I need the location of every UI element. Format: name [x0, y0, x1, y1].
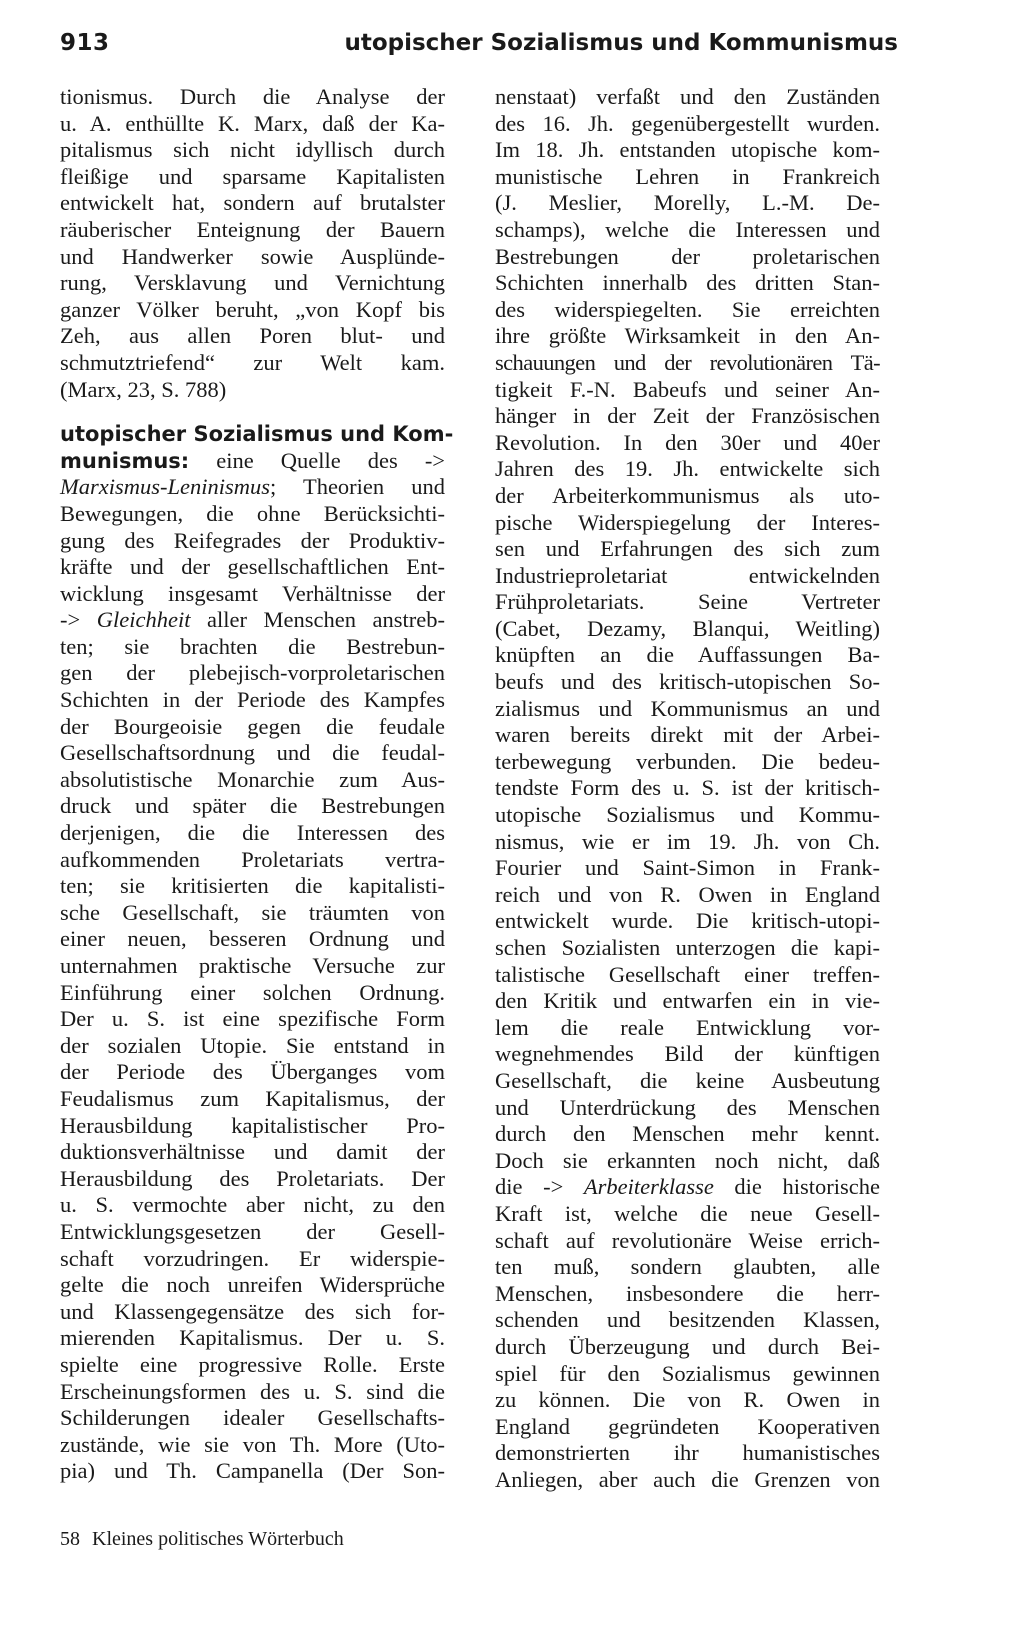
- text-line: durch den Menschen mehr kennt.: [495, 1121, 880, 1147]
- text-line: der Bourgeoisie gegen die feudale: [60, 713, 445, 739]
- text-line: Anliegen, aber auch die Grenzen von: [495, 1466, 880, 1492]
- text-fragment: die historische: [713, 1174, 880, 1200]
- text-line: Zeh, aus allen Poren blut- und: [60, 323, 445, 349]
- xref-link[interactable]: Arbeiterklasse: [583, 1174, 714, 1200]
- text-line: ihre größte Wirksamkeit in den An-: [495, 323, 880, 349]
- text-line: England gegründeten Kooperativen: [495, 1413, 880, 1439]
- text-line: pia) und Th. Campanella (Der Son-: [60, 1458, 445, 1484]
- text-line: tendste Form des u. S. ist der kritisch-: [495, 775, 880, 801]
- footer-page-number: 58: [60, 1528, 80, 1550]
- text-line: Schichten in der Periode des Kampfes: [60, 687, 445, 713]
- text-line: der sozialen Utopie. Sie entstand in: [60, 1032, 445, 1058]
- text-line: Bewegungen, die ohne Berücksichti-: [60, 500, 445, 526]
- text-line: nismus, wie er im 19. Jh. von Ch.: [495, 828, 880, 854]
- text-line: [60, 448, 445, 475]
- text-line: druck und später die Bestrebungen: [60, 793, 445, 819]
- right-column: [495, 84, 880, 1493]
- text-line: Fourier und Saint-Simon in Frank-: [495, 855, 880, 881]
- text-line: räuberischer Enteignung der Bauern: [60, 216, 445, 242]
- text-line: ten muß, sondern glaubten, alle: [495, 1254, 880, 1280]
- footer-title: Kleines politisches Wörterbuch: [92, 1528, 344, 1550]
- text-line: schen Sozialisten unterzogen die kapi-: [495, 935, 880, 960]
- text-line: zu können. Die von R. Owen in: [495, 1387, 880, 1413]
- text-line: Frühproletariats. Seine Vertreter: [495, 589, 880, 615]
- text-line: ganzer Völker beruht, „von Kopf bis: [60, 296, 445, 322]
- text-line: Im 18. Jh. entstanden utopische kom-: [495, 137, 880, 163]
- text-line: Feudalismus zum Kapitalismus, der: [60, 1085, 445, 1111]
- text-line: Doch sie erkannten noch nicht, daß: [495, 1147, 880, 1173]
- text-fragment: die: [495, 1174, 544, 1200]
- text-line: terbewegung verbunden. Die bedeu-: [495, 748, 880, 774]
- text-line: tigkeit F.-N. Babeufs und seiner An-: [495, 376, 880, 402]
- text-line: u. S. vermochte aber nicht, zu den: [60, 1192, 445, 1218]
- xref-link[interactable]: Marxismus-Leninismus: [60, 474, 271, 500]
- text-line: munistische Lehren in Frankreich: [495, 163, 880, 189]
- text-line: [60, 607, 445, 634]
- text-line: (Marx, 23, S. 788): [60, 376, 227, 402]
- text-line: Herausbildung des Proletariats. Der: [60, 1165, 445, 1191]
- running-head: utopischer Sozialismus und Kommunismus: [344, 30, 898, 56]
- text-line: Schichten innerhalb des dritten Stan-: [495, 270, 880, 296]
- text-line: und Handwerker sowie Ausplünde-: [60, 243, 445, 269]
- text-line: demonstrierten ihr humanistisches: [495, 1440, 880, 1466]
- text-line: Menschen, insbesondere die herr-: [495, 1280, 880, 1306]
- text-line: tionismus. Durch die Analyse der: [60, 84, 445, 109]
- text-fragment: aller Menschen anstreb-: [190, 607, 445, 633]
- text-line: [495, 1174, 880, 1201]
- text-line: Entwicklungsgesetzen der Gesell-: [60, 1218, 445, 1244]
- text-line: Schilderungen idealer Gesellschafts-: [60, 1405, 445, 1431]
- text-line: schenden und besitzenden Klassen,: [495, 1307, 880, 1333]
- page-footer: [60, 1528, 344, 1551]
- text-line: Erscheinungsformen des u. S. sind die: [60, 1378, 445, 1404]
- text-line: knüpften an die Auffassungen Ba-: [495, 642, 880, 668]
- text-line: gelte die noch unreifen Widersprüche: [60, 1272, 445, 1298]
- text-line: schmutztriefend“ zur Welt kam.: [60, 349, 445, 375]
- text-line: ten; sie kritisierten die kapitalisti-: [60, 873, 445, 899]
- text-fragment: eine Quelle des: [189, 447, 398, 473]
- text-line: Industrieproletariat entwickelnden: [495, 562, 880, 588]
- text-line: Herausbildung kapitalistischer Pro-: [60, 1112, 445, 1138]
- text-line: aufkommenden Proletariats vertra-: [60, 846, 445, 872]
- text-line: kräfte und der gesellschaftlichen Ent-: [60, 554, 445, 580]
- text-line: rung, Versklavung und Vernichtung: [60, 270, 445, 296]
- text-line: [60, 474, 445, 501]
- text-line: mierenden Kapitalismus. Der u. S.: [60, 1325, 445, 1351]
- arrow-icon: ->: [424, 447, 445, 473]
- text-line: des 16. Jh. gegenübergestellt wurden.: [495, 110, 880, 136]
- text-line: entwickelt hat, sondern auf brutalster: [60, 190, 445, 216]
- text-line: absolutistische Monarchie zum Aus-: [60, 766, 445, 792]
- text-line: (Cabet, Dezamy, Blanqui, Weitling): [495, 615, 880, 641]
- text-line: gung des Reifegrades der Produktiv-: [60, 527, 445, 553]
- text-line: u. A. enthüllte K. Marx, daß der Ka-: [60, 110, 445, 136]
- entry-headword-line: [60, 421, 454, 448]
- text-line: reich und von R. Owen in England: [495, 881, 880, 907]
- entry-gap: [60, 403, 445, 421]
- text-line: Revolution. In den 30er und 40er: [495, 429, 880, 455]
- text-line: den Kritik und entwarfen ein in vie-: [495, 988, 880, 1014]
- text-line: duktionsverhältnisse und damit der: [60, 1139, 445, 1165]
- text-line: Gesellschaftsordnung und die feudal-: [60, 740, 445, 766]
- entry-headword-cont: munismus:: [60, 448, 190, 473]
- text-line: Bestrebungen der proletarischen: [495, 243, 880, 269]
- text-line: gen der plebejisch-vorproletarischen: [60, 660, 445, 686]
- text-line: spiel für den Sozialismus gewinnen: [495, 1360, 880, 1386]
- text-line: utopische Sozialismus und Kommu-: [495, 802, 880, 828]
- page-header: [60, 30, 898, 64]
- text-line: schamps), welche die Interessen und: [495, 216, 880, 242]
- text-line: beufs und des kritisch-utopischen So-: [495, 669, 880, 695]
- text-line: spielte eine progressive Rolle. Erste: [60, 1351, 445, 1377]
- text-line: ten; sie brachten die Bestrebun-: [60, 633, 445, 659]
- text-line: wegnehmendes Bild der künftigen: [495, 1041, 880, 1067]
- text-line: Jahren des 19. Jh. entwickelte sich: [495, 456, 880, 482]
- text-line: Der u. S. ist eine spezifische Form: [60, 1006, 445, 1032]
- text-line: und Klassengegensätze des sich for-: [60, 1298, 445, 1324]
- text-line: derjenigen, die die Interessen des: [60, 820, 445, 846]
- text-line: des widerspiegelten. Sie erreichten: [495, 296, 880, 322]
- text-line: der Arbeiterkommunismus als uto-: [495, 482, 880, 508]
- text-line: durch Überzeugung und durch Bei-: [495, 1333, 880, 1359]
- text-line: unternahmen praktische Versuche zur: [60, 953, 445, 978]
- text-line: talistische Gesellschaft einer treffen-: [495, 961, 880, 987]
- text-line: wicklung insgesamt Verhältnisse der: [60, 580, 445, 606]
- text-line: (J. Meslier, Morelly, L.-M. De-: [495, 190, 880, 216]
- entry-headword: utopischer Sozialismus und Kom-: [60, 422, 454, 447]
- text-line: sen und Erfahrungen des sich zum: [495, 536, 880, 562]
- text-line: schaft auf revolutionäre Weise errich-: [495, 1227, 880, 1253]
- arrow-icon: ->: [60, 607, 81, 633]
- text-line: schauungen und der revolutionären Tä-: [495, 349, 880, 375]
- arrow-icon: ->: [543, 1174, 564, 1200]
- text-line: zustände, wie sie von Th. More (Uto-: [60, 1431, 445, 1457]
- left-column: [60, 84, 454, 1485]
- text-line: der Periode des Überganges vom: [60, 1059, 445, 1085]
- text-line: einer neuen, besseren Ordnung und: [60, 926, 445, 952]
- text-line: pische Widerspiegelung der Interes-: [495, 509, 880, 535]
- page-number: 913: [60, 30, 110, 56]
- xref-link[interactable]: Gleichheit: [96, 607, 191, 633]
- text-line: waren bereits direkt mit der Arbei-: [495, 722, 880, 748]
- text-line: Gesellschaft, die keine Ausbeutung: [495, 1067, 880, 1093]
- text-line: lem die reale Entwicklung vor-: [495, 1014, 880, 1040]
- text-line: entwickelt wurde. Die kritisch-utopi-: [495, 908, 880, 934]
- text-line: nenstaat) verfaßt und den Zuständen: [495, 84, 880, 109]
- text-fragment: ; Theorien und: [270, 474, 445, 500]
- text-line: sche Gesellschaft, sie träumten von: [60, 899, 445, 925]
- text-line: Einführung einer solchen Ordnung.: [60, 979, 445, 1005]
- text-line: hänger in der Zeit der Französischen: [495, 403, 880, 429]
- text-line: pitalismus sich nicht idyllisch durch: [60, 137, 445, 163]
- text-line: und Unterdrückung des Menschen: [495, 1094, 880, 1120]
- text-line: schaft vorzudringen. Er widerspie-: [60, 1245, 445, 1271]
- text-line: Kraft ist, welche die neue Gesell-: [495, 1200, 880, 1226]
- text-line: zialismus und Kommunismus an und: [495, 695, 880, 721]
- text-line: fleißige und sparsame Kapitalisten: [60, 163, 445, 189]
